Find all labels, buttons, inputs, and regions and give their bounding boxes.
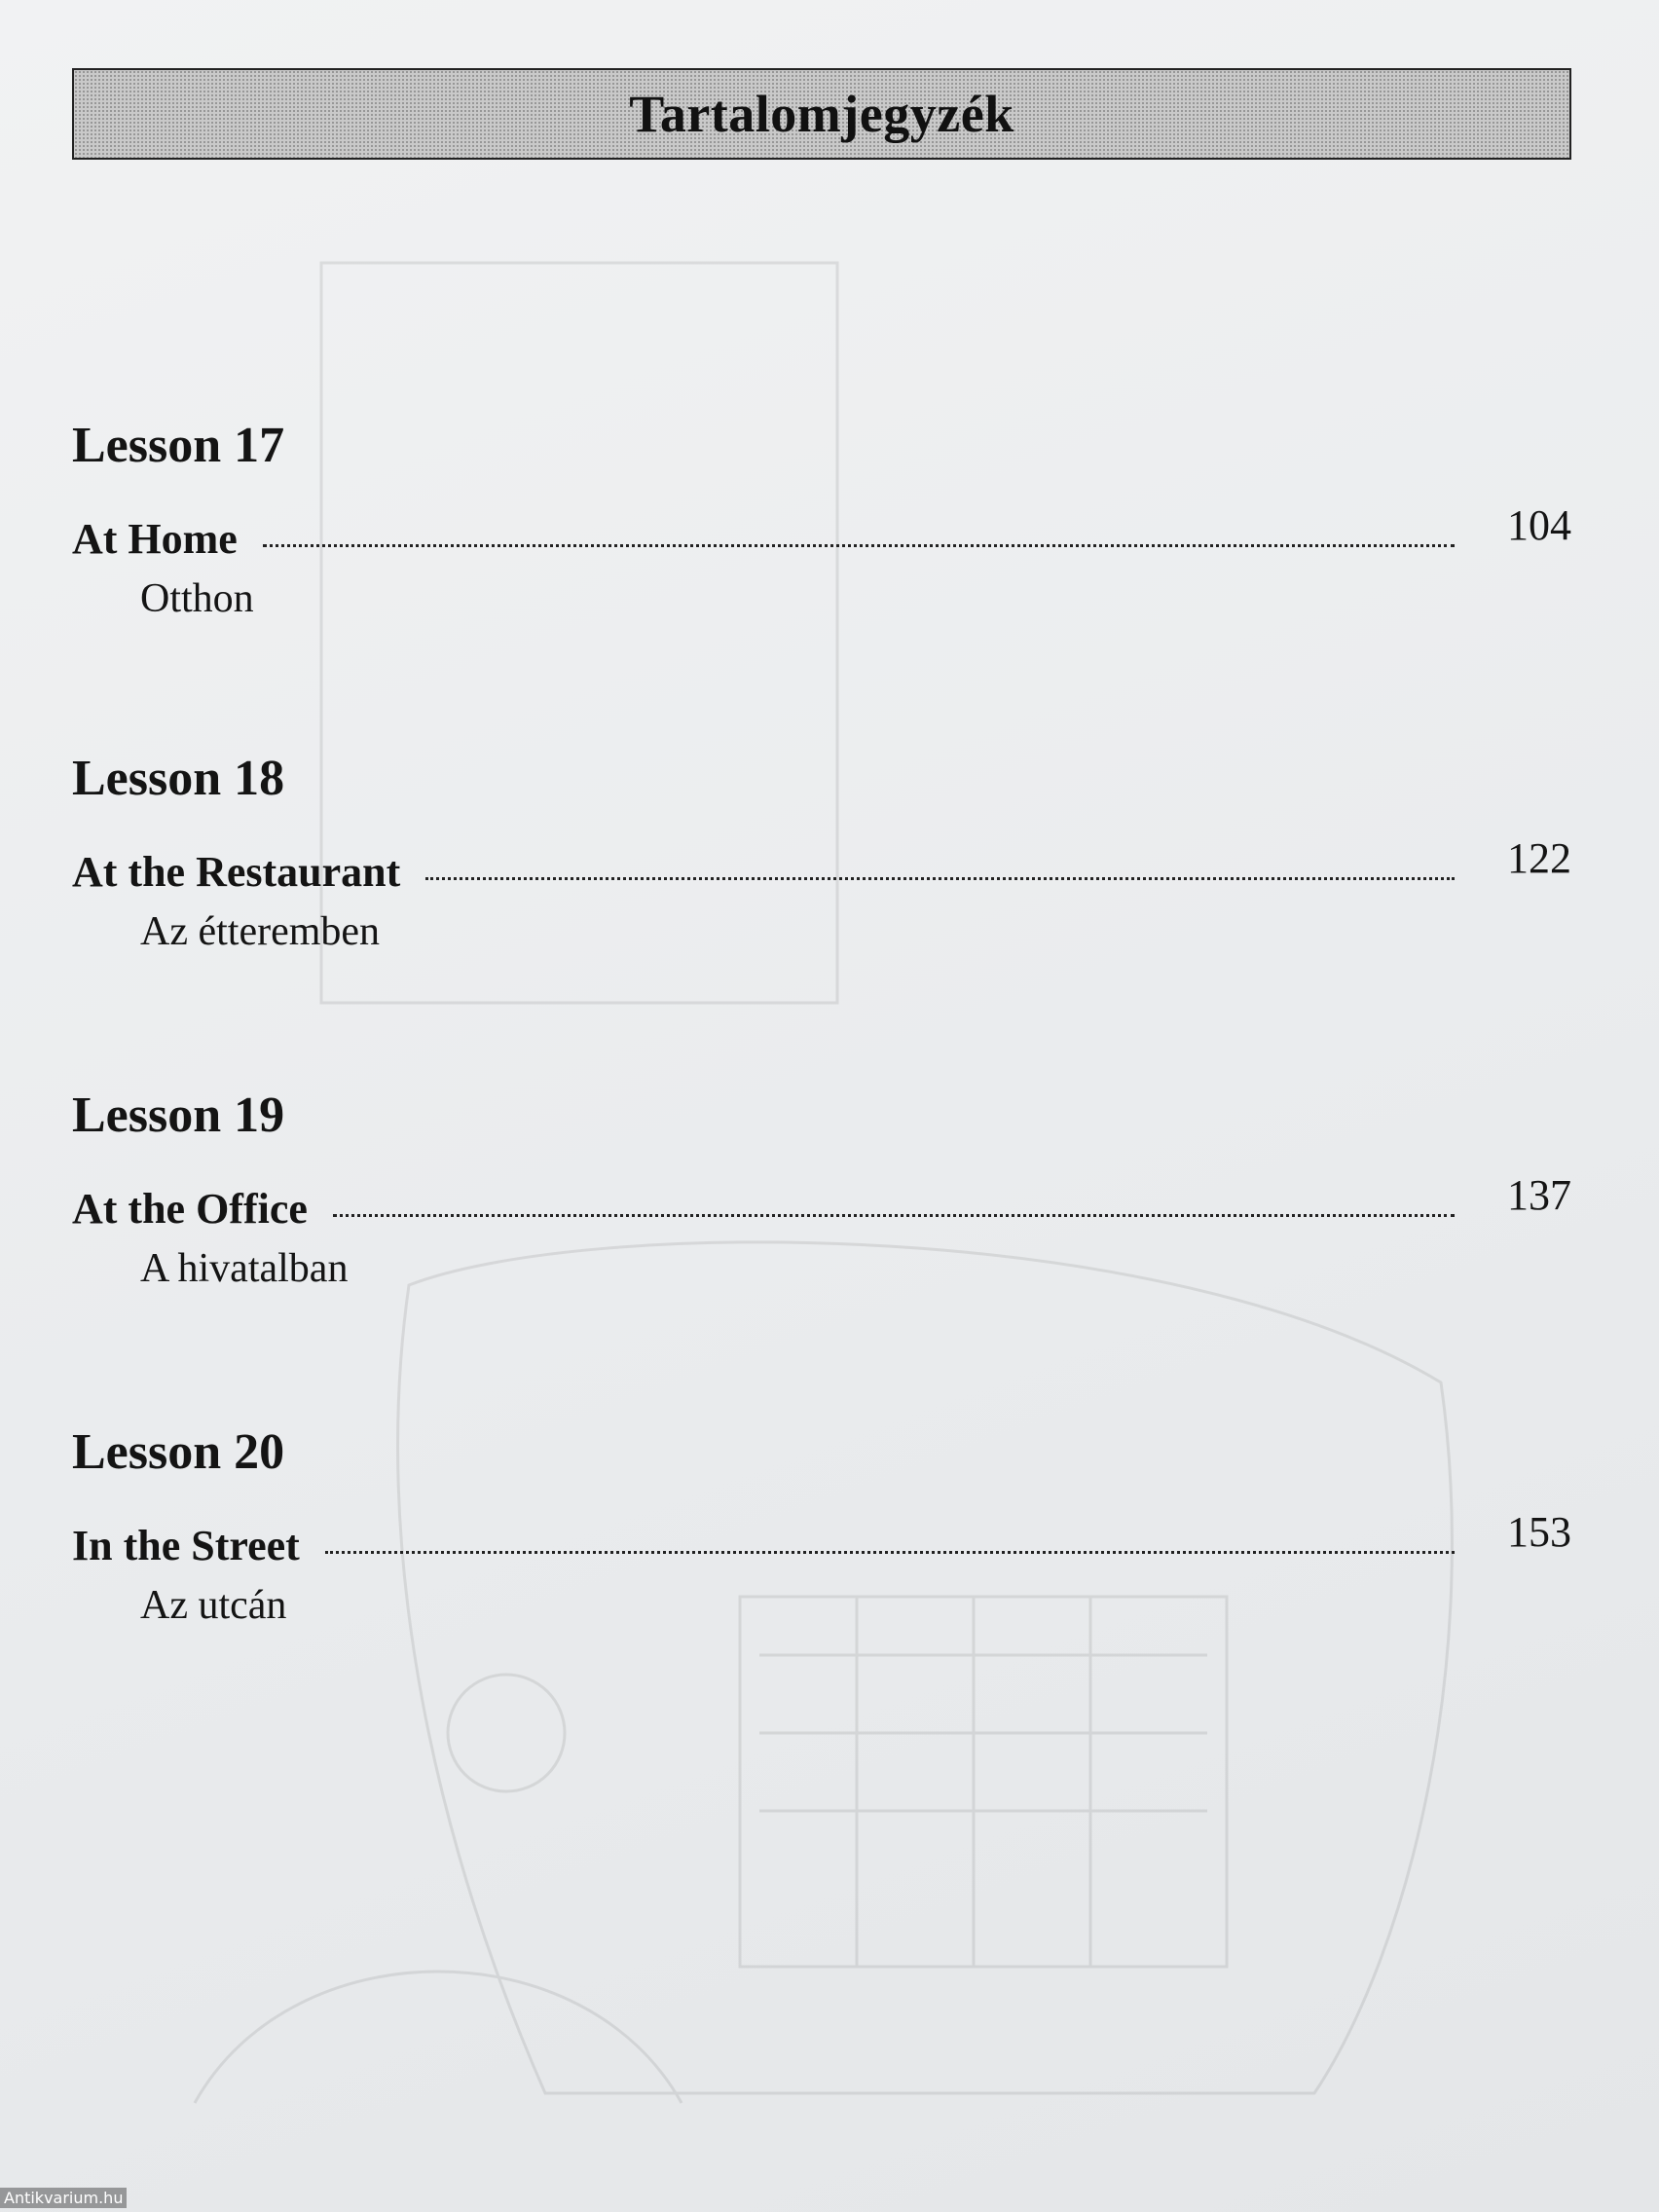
entry-subtitle: A hivatalban <box>140 1246 349 1291</box>
entry-subtitle: Otthon <box>140 576 254 621</box>
entry-subtitle: Az étteremben <box>140 909 381 954</box>
toc-entry[interactable] <box>72 1508 1571 1570</box>
page-number: 122 <box>1507 834 1571 882</box>
lesson-block-18 <box>72 751 1571 955</box>
entry-title: In the Street <box>72 1522 300 1569</box>
entry-title: At the Office <box>72 1185 308 1233</box>
lesson-block-20 <box>72 1424 1571 1629</box>
dot-leader <box>425 876 1455 880</box>
lesson-heading: Lesson 19 <box>72 1088 285 1143</box>
entry-subtitle: Az utcán <box>140 1583 287 1628</box>
dot-leader <box>263 543 1455 547</box>
toc-entry[interactable] <box>72 834 1571 897</box>
toc-entry[interactable] <box>72 1171 1571 1234</box>
page-number: 137 <box>1507 1171 1571 1219</box>
lesson-heading: Lesson 20 <box>72 1424 285 1480</box>
source-watermark: Antikvarium.hu <box>0 2188 127 2208</box>
dot-leader <box>333 1213 1455 1217</box>
page-number: 104 <box>1507 501 1571 549</box>
lesson-heading: Lesson 18 <box>72 751 285 806</box>
page-number: 153 <box>1507 1508 1571 1556</box>
entry-title: At Home <box>72 515 238 563</box>
contents-title-bar <box>72 68 1571 160</box>
page-title: Tartalomjegyzék <box>629 85 1014 143</box>
entry-title: At the Restaurant <box>72 848 401 896</box>
lesson-block-17 <box>72 418 1571 622</box>
dot-leader <box>325 1550 1455 1554</box>
lesson-block-19 <box>72 1090 1571 1292</box>
toc-entry[interactable] <box>72 501 1571 564</box>
lesson-heading: Lesson 17 <box>72 418 285 473</box>
